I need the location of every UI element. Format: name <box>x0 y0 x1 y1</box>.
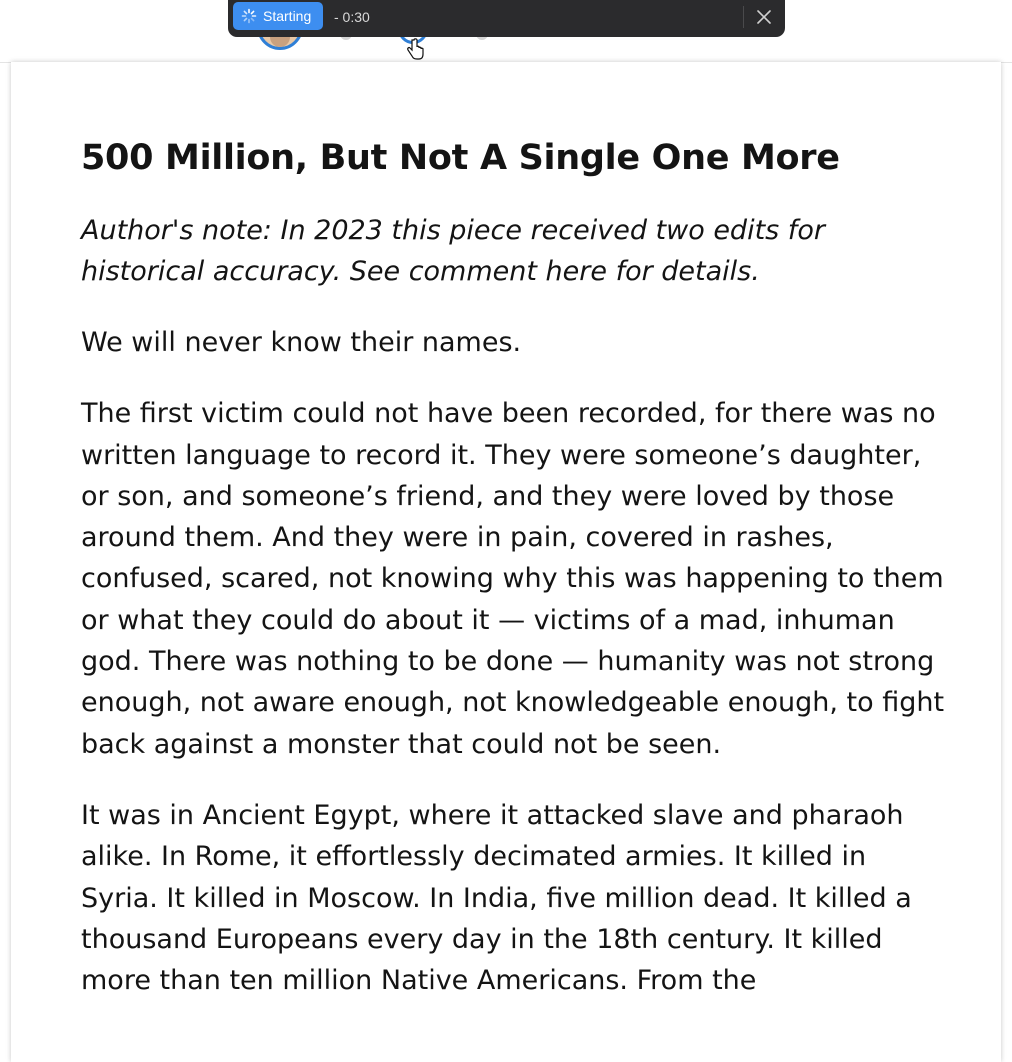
article-body <box>81 132 951 1031</box>
recording-timer: - 0:30 <box>334 9 370 25</box>
article-paragraph: The first victim could not have been recorded, for there was no written language to record it. They were someone’s daughter, or son, and someone’s friend, and they were loved by those around them. And they were in pain, covered in rashes, confused, scared, not knowing why this was happening to them or what they could do about it — victims of a mad, inhuman god. There was nothing to be done — humanity was not strong enough, not aware enough, not knowledgeable enough, to fight back against a monster that could not be seen. <box>81 398 945 760</box>
starting-button[interactable] <box>233 2 323 30</box>
close-icon[interactable] <box>754 7 774 27</box>
spinner-icon <box>241 8 257 24</box>
screen-recorder-bar <box>228 0 785 37</box>
article-paragraph: We will never know their names. <box>81 327 522 358</box>
article-card <box>11 62 1001 1062</box>
article-title: 500 Million, But Not A Single One More <box>81 138 840 178</box>
authors-note: Author's note: In 2023 this piece received two edits for historical accuracy. See comment here for details. <box>81 215 825 287</box>
hand-cursor-icon <box>406 38 424 60</box>
article-paragraph: It was in Ancient Egypt, where it attacked slave and pharaoh alike. In Rome, it effortlessly decimated armies. It killed in Syria. It killed in Moscow. In India, five million dead. It killed a thousand Europeans every day in the 18th century. It killed more than ten million Native Americans. From the <box>81 799 912 997</box>
starting-label: Starting <box>263 8 312 24</box>
divider <box>743 6 744 28</box>
